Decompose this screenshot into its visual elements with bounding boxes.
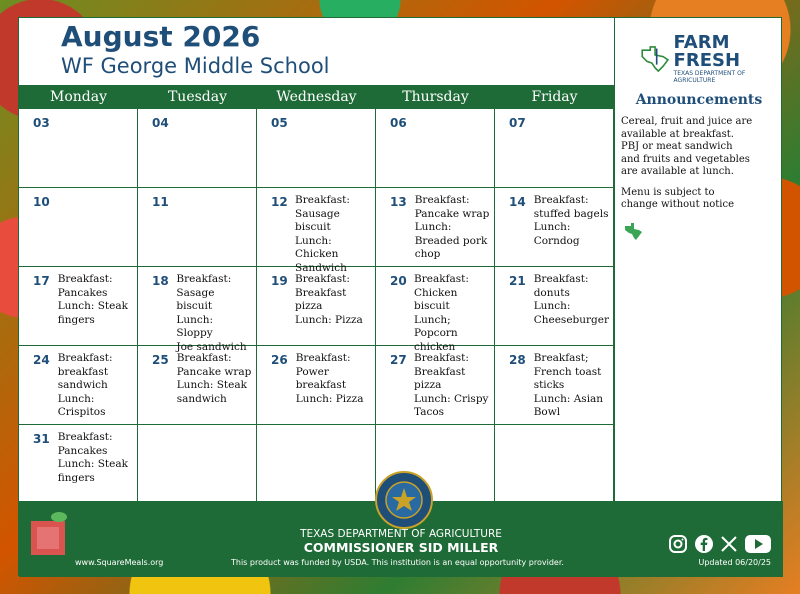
school-name: WF George Middle School: [61, 54, 330, 78]
announcement-text: Menu is subject to change without notice: [621, 186, 735, 210]
calendar-day-cell: [376, 188, 495, 267]
day-number: 03: [33, 116, 50, 130]
day-menu: Breakfast: Breakfast pizza Lunch: Crispy Tacos: [414, 352, 489, 418]
calendar-day-cell: [19, 346, 138, 425]
texas-icon: [623, 222, 643, 242]
day-number: [509, 431, 525, 501]
calendar-grid: [19, 109, 614, 504]
calendar-day-cell: [138, 109, 257, 188]
calendar-day-cell: [138, 267, 257, 353]
day-menu: Breakfast: Pancake wrap Lunch: Steak sandwich: [176, 352, 252, 405]
day-menu: Breakfast: stuffed bagels Lunch: Corndog: [533, 194, 609, 247]
day-number: 13: [390, 195, 407, 209]
calendar-day-cell: [376, 346, 495, 425]
day-header-row: [19, 85, 614, 109]
calendar-day-cell: [257, 267, 376, 346]
day-number: 24: [33, 353, 50, 367]
day-number: 25: [152, 353, 169, 367]
calendar-day-cell: [495, 109, 614, 188]
day-number: 19: [271, 274, 288, 288]
day-menu: Breakfast; French toast sticks Lunch: Asian Bowl: [533, 352, 604, 418]
day-menu: Breakfast: Pancakes Lunch: Steak fingers: [57, 431, 128, 484]
day-number: 28: [509, 353, 526, 367]
day-number: 26: [271, 353, 288, 367]
texas-map-icon: [639, 42, 670, 76]
day-number: 07: [509, 116, 526, 130]
announcements-panel: [614, 18, 783, 501]
facebook-icon[interactable]: [695, 535, 713, 557]
funding-statement: This product was funded by USDA. This institution is an equal opportunity provider.: [231, 558, 564, 567]
social-links: [669, 535, 771, 557]
calendar-day-cell: [495, 425, 614, 504]
commissioner-name: COMMISSIONER SID MILLER: [303, 540, 499, 555]
calendar: [19, 85, 614, 504]
calendar-day-cell: [138, 425, 257, 504]
calendar-day-cell: [257, 425, 376, 504]
announcements-title: Announcements: [635, 92, 763, 108]
calendar-day-cell: [495, 267, 614, 346]
day-number: [271, 431, 287, 501]
day-menu: Breakfast: Pancake wrap Lunch: Breaded pork chop: [414, 194, 490, 260]
calendar-day-cell: [376, 267, 495, 353]
website-link[interactable]: www.SquareMeals.org: [75, 558, 164, 567]
calendar-day-cell: [19, 188, 138, 267]
day-number: 05: [271, 116, 288, 130]
day-number: [152, 431, 168, 501]
day-number: 11: [152, 195, 169, 209]
youtube-icon[interactable]: [745, 535, 771, 557]
day-menu: Breakfast: breakfast sandwich Lunch: Crispitos: [57, 352, 113, 418]
day-menu: Breakfast: Sasage biscuit Lunch: Sloppy Joe sandwich: [176, 273, 247, 353]
calendar-day-cell: [495, 188, 614, 267]
day-menu: Breakfast: Power breakfast Lunch: Pizza: [295, 352, 364, 405]
day-number: 17: [33, 274, 50, 288]
calendar-day-cell: [257, 188, 376, 274]
footer: [19, 501, 783, 577]
department-name: TEXAS DEPARTMENT OF AGRICULTURE: [300, 528, 502, 540]
calendar-day-cell: [19, 425, 138, 504]
day-number: 04: [152, 116, 169, 130]
menu-sheet: [18, 17, 782, 576]
day-menu: Breakfast: donuts Lunch: Cheeseburger: [533, 273, 609, 326]
day-menu: Breakfast: Pancakes Lunch: Steak fingers: [57, 273, 128, 326]
day-number: 31: [33, 432, 50, 446]
day-menu: Breakfast: Sausage biscuit Lunch: Chicken Sandwich: [295, 194, 350, 274]
calendar-day-cell: [257, 346, 376, 425]
day-number: 18: [152, 274, 169, 288]
day-number: 12: [271, 195, 288, 209]
day-number: 14: [509, 195, 526, 209]
day-number: 06: [390, 116, 407, 130]
x-icon[interactable]: [721, 536, 737, 556]
day-menu: Breakfast: Breakfast pizza Lunch: Pizza: [295, 273, 363, 326]
calendar-day-cell: [257, 109, 376, 188]
calendar-day-cell: [138, 346, 257, 425]
farm-fresh-logo: [639, 34, 777, 84]
logo-sub-text: TEXAS DEPARTMENT OF AGRICULTURE: [673, 70, 746, 84]
day-header: Tuesday: [167, 89, 228, 105]
instagram-icon[interactable]: [669, 535, 687, 557]
day-header: Wednesday: [276, 89, 357, 105]
updated-date: Updated 06/20/25: [698, 558, 771, 567]
department-seal: [375, 471, 433, 529]
page-title: August 2026: [61, 20, 261, 53]
calendar-day-cell: [495, 346, 614, 425]
day-header: Monday: [50, 89, 107, 105]
announcement-text: Cereal, fruit and juice are available at breakfast. PBJ or meat sandwich and fruits and vegetables are available at lunch.: [621, 116, 753, 177]
day-header: Thursday: [402, 89, 469, 105]
calendar-day-cell: [19, 109, 138, 188]
day-number: 27: [390, 353, 407, 367]
day-number: 20: [390, 274, 407, 288]
calendar-day-cell: [19, 267, 138, 346]
day-number: 21: [509, 274, 526, 288]
logo-main-text: FARM FRESH: [673, 32, 741, 71]
day-menu: Breakfast: Chicken biscuit Lunch; Popcorn chicken: [414, 273, 469, 353]
day-header: Friday: [531, 89, 578, 105]
day-number: 10: [33, 195, 50, 209]
calendar-day-cell: [376, 109, 495, 188]
calendar-day-cell: [138, 188, 257, 267]
